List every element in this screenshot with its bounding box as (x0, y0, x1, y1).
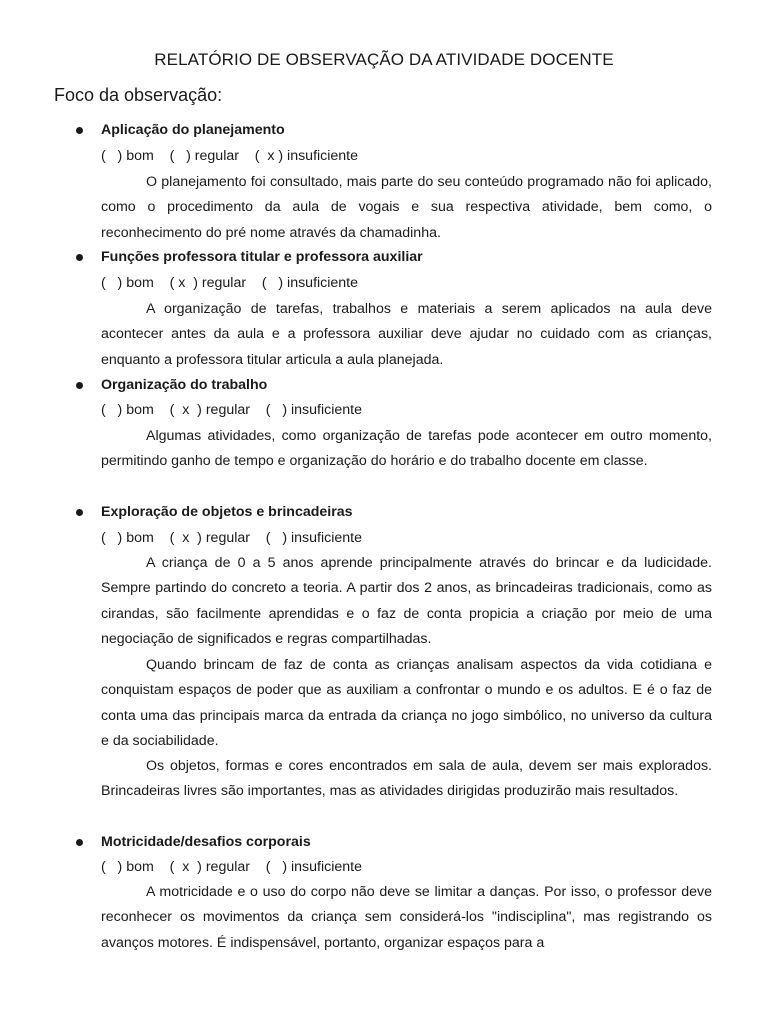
focus-label: Foco da observação: (54, 85, 223, 105)
rating-options: ( ) bom ( x ) regular ( ) insuficiente (101, 859, 362, 875)
bullet-icon (76, 127, 83, 134)
rating-options: ( ) bom ( x ) regular ( ) insuficiente (101, 275, 359, 291)
section-heading: Aplicação do planejamento (101, 122, 285, 138)
bullet-icon (76, 839, 83, 846)
section-heading: Funções professora titular e professora auxiliar (101, 249, 423, 265)
rating-options: ( ) bom ( x ) regular ( ) insuficiente (101, 402, 362, 418)
rating-options: ( ) bom ( x ) regular ( ) insuficiente (101, 530, 362, 546)
section-paragraph: Quando brincam de faz de conta as crianças analisam aspectos da vida cotidiana e conquistam espaços de poder que as auxiliam a confrontar o mundo e os adultos. E é o faz de conta uma das principais marca da entrada da criança no jogo simbólico, no universo da cultura e da sociabilidade. (101, 657, 712, 750)
section-paragraph: A motricidade e o uso do corpo não deve se limitar a danças. Por isso, o professor deve reconhecer os movimentos da criança sem considerá-los "indisciplina", mas registrando os avanços motores. É indispensável, portanto, organizar espaços para a (101, 884, 712, 951)
bullet-icon (76, 254, 83, 261)
section-heading: Motricidade/desafios corporais (101, 834, 311, 850)
bullet-icon (76, 382, 83, 389)
rating-options: ( ) bom ( ) regular ( x ) insuficiente (101, 148, 359, 164)
section-heading: Organização do trabalho (101, 377, 268, 393)
section-heading: Exploração de objetos e brincadeiras (101, 504, 353, 520)
document-title: RELATÓRIO DE OBSERVAÇÃO DA ATIVIDADE DOCENTE (154, 50, 614, 69)
section-paragraph: A organização de tarefas, trabalhos e materiais a serem aplicados na aula deve acontecer antes da aula e a professora auxiliar deve ajudar no cuidado com as crianças, enquanto a professora titular articula a aula planejada. (101, 301, 712, 368)
section-paragraph: A criança de 0 a 5 anos aprende principalmente através do brincar e da ludicidade. Sempre partindo do concreto a teoria. A partir dos 2 anos, as brincadeiras tradicionais, como as cirandas, são facilmente aprendidas e o faz de conta propicia a criação por meio de uma negociação de significados e regras compartilhadas. (101, 555, 712, 648)
section-paragraph: O planejamento foi consultado, mais parte do seu conteúdo programado não foi aplicado, como o procedimento da aula de vogais e sua respectiva atividade, bem como, o reconhecimento do pré nome através da chamadinha. (101, 174, 712, 241)
bullet-icon (76, 509, 83, 516)
section-paragraph: Os objetos, formas e cores encontrados em sala de aula, devem ser mais explorados. Brincadeiras livres são importantes, mas as atividades dirigidas produzirão mais resultados. (101, 758, 712, 800)
section-paragraph: Algumas atividades, como organização de tarefas pode acontecer em outro momento, permitindo ganho de tempo e organização do horário e do trabalho docente em classe. (101, 428, 712, 470)
